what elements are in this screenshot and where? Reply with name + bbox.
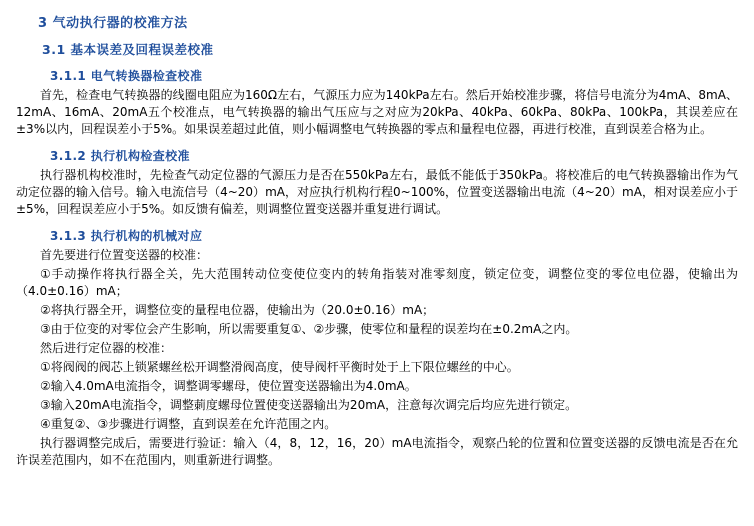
paragraph-1: 首先，检查电气转换器的线圈电阻应为160Ω左右，气源压力应为140kPa左右。然后开始校准步骤，将信号电流分为4mA、8mA、12mA、16mA、20mA五个校准点，电气转换器的输出气压应与之对应为20kPa、40kPa、60kPa、80kPa、100kPa，其误差应在±3%以内，回程误差小于5%。如果误差超过此值，则小幅调整电气转换器的零点和量程电位器，再进行校准，直到误差合格为止。: [16, 88, 738, 136]
list-item-6: ③输入20mA电流指令，调整莿度螺母位置使变送器输出为20mA，注意每次调完后均应先进行锁定。: [40, 398, 578, 412]
paragraph-5: 执行器调整完成后，需要进行验证：输入（4，8，12，16，20）mA电流指令，观察凸轮的位置和位置变送器的反馈电流是否在允许误差范围内，如不在范围内，则重新进行调整。: [16, 436, 738, 467]
list-item-2: ②将执行器全开，调整位变的量程电位器，使输出为（20.0±0.16）mA；: [40, 303, 435, 317]
list-item-3: ③由于位变的对零位会产生影响，所以需要重复①、②步骤，使零位和量程的误差均在±0.2mA之内。: [40, 322, 578, 336]
section-heading-3: 3 气动执行器的校准方法: [38, 16, 188, 31]
paragraph-2: 执行器机构校准时，先检查气动定位器的气源压力是否在550kPa左右，最低不能低于350kPa。将校准后的电气转换器输出作为气动定位器的输入信号。输入电流信号（4~20）mA，对应执行机构行程0~100%，位置变送器输出电流（4~20）mA，相对误差应小于±5%，回程误差应小于5%。如反馈有偏差，则调整位置变送器并重复进行调试。: [16, 168, 738, 216]
paragraph-4: 然后进行定位器的校准：: [40, 341, 173, 355]
list-item-7: ④重复②、③步骤进行调整，直到误差在允许范围之内。: [40, 417, 337, 431]
list-item-5: ②输入4.0mA电流指令，调整调零螺母，使位置变送器输出为4.0mA。: [40, 379, 417, 393]
section-heading-3-1: 3.1 基本误差及回程误差校准: [42, 42, 214, 57]
list-item-4: ①将阀阀的阀芯上锁紧螺丝松开调整滑阀高度，使导阀杆平衡时处于上下限位螺丝的中心。: [40, 360, 519, 374]
section-heading-3-1-2: 3.1.2 执行机构检查校准: [50, 149, 190, 163]
section-heading-3-1-3: 3.1.3 执行机构的机械对应: [50, 229, 203, 243]
list-item-1: ①手动操作将执行器全关，先大范围转动位变使位变内的转角指装对准零刻度，锁定位变，调整位变的零位电位器，使输出为（4.0±0.16）mA；: [16, 267, 738, 298]
section-heading-3-1-1: 3.1.1 电气转换器检查校准: [50, 69, 203, 83]
paragraph-3: 首先要进行位置变送器的校准：: [40, 248, 209, 262]
